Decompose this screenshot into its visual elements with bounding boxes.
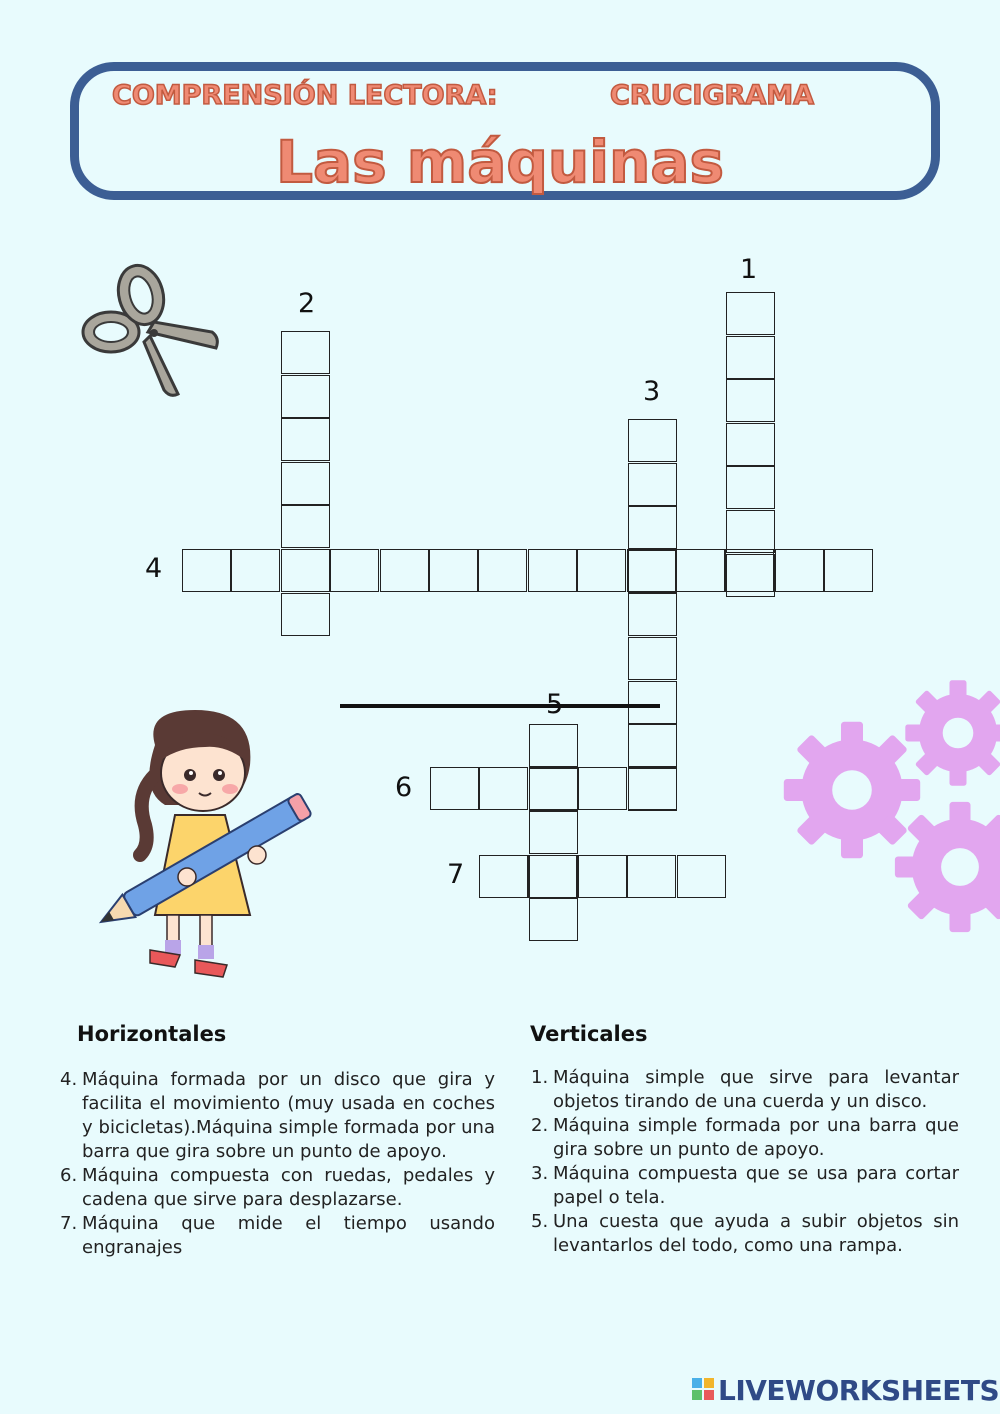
crossword-cell[interactable] [281,505,330,548]
drawn-line [340,704,660,708]
crossword-cell[interactable] [281,462,330,505]
crossword-cell[interactable] [726,336,775,379]
crossword-cell[interactable] [628,724,677,767]
clue-item: 2. Máquina simple formada por una barra que gira sobre un punto de apoyo. [531,1115,959,1160]
crossword-cell[interactable] [628,593,677,636]
horizontales-heading: Horizontales [77,1022,227,1046]
grid-number-4: 4 [145,553,163,584]
crossword-cell[interactable] [775,549,824,592]
crossword-cell[interactable] [628,506,677,549]
scissors-icon [78,260,223,400]
clue-item: 6. Máquina compuesta con ruedas, pedales y cadena que sirve para desplazarse. [60,1165,495,1210]
crossword-cell[interactable] [577,549,626,592]
subtitle-crossword: CRUCIGRAMA [610,80,815,111]
crossword-cell[interactable] [726,379,775,422]
crossword-cell[interactable] [726,466,775,509]
grid-number-2: 2 [298,288,316,319]
crossword-cell[interactable] [628,681,677,724]
crossword-cell[interactable] [628,637,677,680]
crossword-cell[interactable] [725,549,774,592]
crossword-cell[interactable] [479,767,528,810]
crossword-cell[interactable] [182,549,231,592]
clue-item: 5. Una cuesta que ayuda a subir objetos sin levantarlos del todo, como una rampa. [531,1211,959,1256]
clue-item: 1. Máquina simple que sirve para levantar objetos tirando de una cuerda y un disco. [531,1067,959,1112]
crossword-cell[interactable] [281,375,330,418]
grid-number-3: 3 [643,376,661,407]
crossword-cell[interactable] [529,767,578,810]
clue-item: 3. Máquina compuesta que se usa para cortar papel o tela. [531,1163,959,1208]
gears-icon [760,675,1000,945]
verticales-clues [531,1066,959,1258]
crossword-cell[interactable] [627,855,676,898]
crossword-cell[interactable] [677,855,726,898]
page-title: Las máquinas [275,128,725,196]
crossword-cell[interactable] [726,292,775,335]
grid-number-1: 1 [740,254,758,285]
girl-with-pencil-illustration [95,705,335,985]
crossword-cell[interactable] [628,419,677,462]
crossword-cell[interactable] [430,767,479,810]
crossword-cell[interactable] [824,549,873,592]
crossword-cell[interactable] [281,418,330,461]
crossword-cell[interactable] [628,767,677,810]
crossword-cell[interactable] [330,549,379,592]
crossword-cell[interactable] [578,855,627,898]
liveworksheets-logo: LIVEWORKSHEETS [718,1374,1000,1407]
crossword-cell[interactable] [478,549,527,592]
crossword-cell[interactable] [529,811,578,854]
crossword-cell[interactable] [281,549,330,592]
crossword-cell[interactable] [529,898,578,941]
grid-number-6: 6 [395,772,413,803]
crossword-cell[interactable] [281,331,330,374]
crossword-cell[interactable] [726,510,775,553]
crossword-cell[interactable] [529,724,578,767]
crossword-cell[interactable] [281,593,330,636]
crossword-cell[interactable] [627,549,676,592]
crossword-cell[interactable] [479,855,528,898]
crossword-cell[interactable] [676,549,725,592]
crossword-cell[interactable] [528,855,577,898]
subtitle-reading: COMPRENSIÓN LECTORA: [112,80,498,111]
crossword-cell[interactable] [231,549,280,592]
clue-item: 7. Máquina que mide el tiempo usando engranajes [60,1213,495,1258]
clue-item: 4. Máquina formada por un disco que gira y facilita el movimiento (muy usada en coches y bicicletas).Máquina simple formada por una barra que gira sobre un punto de apoyo. [60,1069,495,1162]
crossword-cell[interactable] [578,767,627,810]
grid-number-7: 7 [447,859,465,890]
crossword-cell[interactable] [726,423,775,466]
crossword-cell[interactable] [528,549,577,592]
crossword-cell[interactable] [429,549,478,592]
horizontales-clues [60,1068,495,1260]
liveworksheets-logo-mark [692,1378,714,1402]
crossword-cell[interactable] [628,463,677,506]
verticales-heading: Verticales [530,1022,648,1046]
crossword-cell[interactable] [380,549,429,592]
